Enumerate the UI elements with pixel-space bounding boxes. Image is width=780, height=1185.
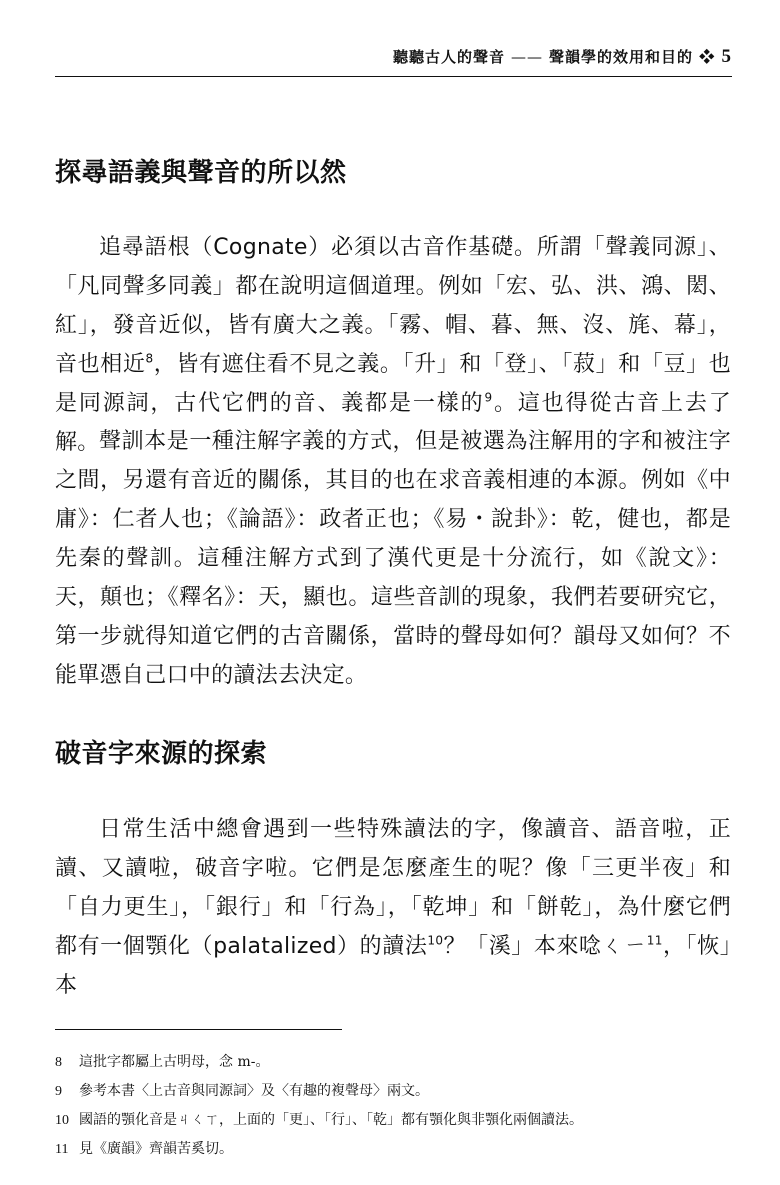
footnote-text: 這批字都屬上古明母，念 m-。 <box>79 1054 270 1070</box>
footnote-item <box>55 1106 745 1135</box>
page-number: 5 <box>721 46 732 67</box>
footnote-list <box>55 1048 745 1164</box>
footnote-number: 8 <box>55 1055 62 1070</box>
footnote-number: 10 <box>55 1113 69 1128</box>
paragraph-text: 日常生活中總會遇到一些特殊讀法的字，像讀音、語音啦，正讀、又讀啦，破音字啦。它們是怎麼產生的呢？像「三更半夜」和「自力更生」，「銀行」和「行為」，「乾坤」和「餅乾」，為什麼它們都有一個顎化（palatalized）的讀法 <box>55 817 731 959</box>
footnote-rule <box>55 1029 342 1030</box>
paragraph-text: 聲訓本是一種注解字義的方式，但是被選為注解用的字和被注字之間，另還有音近的關係，其目的也在求音義相連的本源。例如《中庸》：仁者人也；《論語》：政者正也；《易・說卦》：乾，健也，都是先秦的聲訓。這種注解方式到了漢代更是十分流行，如《說文》：天，顛也；《釋名》：天，顯也。這些音訓的現象，我們若要研究它，第一步就得知道它們的古音關係，當時的聲母如何？韻母又如何？不能單憑自己口中的讀法去決定。 <box>55 429 731 688</box>
footnote-ref[interactable]: 11 <box>646 933 663 948</box>
paragraph-text: ，皆有遮住看不見之義。「升」和「登」、「菽」和「豆」也是同源詞，古代它們的音、義都是一樣的 <box>55 352 731 416</box>
header-subtitle: 聲韻學的效用和目的 <box>549 48 694 66</box>
section-heading: 破音字來源的探索 <box>55 739 268 769</box>
footnote-item <box>55 1135 745 1164</box>
header-title: 聽聽古人的聲音 <box>392 48 505 66</box>
paragraph-text: 追尋語根（Cognate）必須以古音作基礎。所謂「聲義同源」、「凡同聲多同義」都在說明這個道理。例如「宏、弘、洪、鴻、閎、紅」，發音近似，皆有廣大之義。「霧、帽、暮、無、沒、旄、幕」，音也相近 <box>55 235 731 377</box>
footnote-number: 9 <box>55 1084 62 1099</box>
footnote-ref[interactable]: 8 <box>145 351 154 366</box>
footnote-item <box>55 1077 745 1106</box>
body-paragraph <box>55 422 731 695</box>
paragraph-text: 。這也得從古音上去了解。 <box>55 391 731 455</box>
footnote-number: 11 <box>55 1142 69 1157</box>
ornament-icon: ❖ <box>699 48 716 66</box>
header-rule <box>55 76 732 77</box>
footnote-text: 國語的顎化音是ㄐㄑㄒ，上面的「更」、「行」、「乾」都有顎化與非顎化兩個讀法。 <box>79 1112 583 1128</box>
body-paragraph <box>55 810 731 1005</box>
footnote-ref[interactable]: 10 <box>427 933 444 948</box>
running-header <box>55 46 732 74</box>
footnote-text: 參考本書〈上古音與同源詞〉及〈有趣的複聲母〉兩文。 <box>79 1083 429 1099</box>
footnote-item <box>55 1048 745 1077</box>
paragraph-text: ，「恢」本 <box>55 934 731 998</box>
paragraph-text: ？「溪」本來唸ㄑㄧ <box>443 934 647 959</box>
footnote-text: 見《廣韻》齊韻苦奚切。 <box>79 1141 233 1157</box>
section-heading: 探尋語義與聲音的所以然 <box>55 158 347 188</box>
footnote-ref[interactable]: 9 <box>484 390 493 405</box>
header-separator: —— <box>511 48 543 66</box>
